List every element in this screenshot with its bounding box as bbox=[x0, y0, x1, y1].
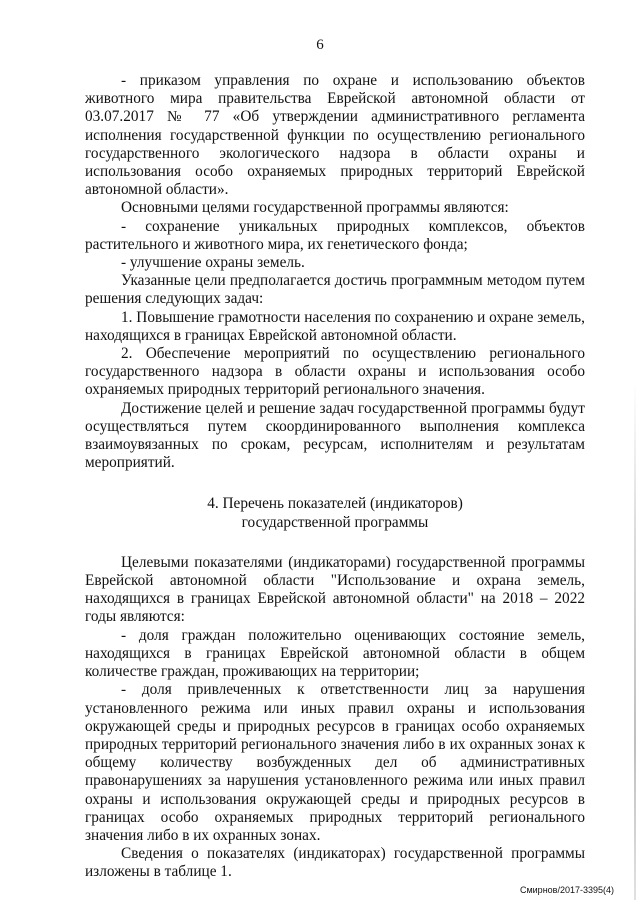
section-heading-line-1: 4. Перечень показателей (индикаторов) bbox=[207, 495, 463, 513]
page-number: 6 bbox=[316, 37, 324, 53]
paragraph-table-reference: Сведения о показателях (индикаторах) государственной программы изложены в таблице 1. bbox=[85, 845, 585, 881]
paragraph-task-2: 2. Обеспечение мероприятий по осуществлению регионального государственного надзора в области охраны и использования особо охраняемых природных территорий регионального значения. bbox=[85, 345, 585, 399]
paragraph-task-1: 1. Повышение грамотности населения по сохранению и охране земель, находящихся в границах Еврейской автономной области. bbox=[85, 308, 585, 344]
section-heading bbox=[85, 495, 585, 531]
paragraph-indicators-intro: Целевыми показателями (индикаторами) государственной программы Еврейской автономной области "Использование и охрана земель, находящихся в границах Еврейской автономной области" на 2018 – 2022 годы являются: bbox=[85, 553, 585, 626]
paragraph-indicator-citizens: - доля граждан положительно оценивающих состояние земель, находящихся в границах Еврейской автономной области в общем количестве граждан, проживающих на территории; bbox=[85, 626, 585, 681]
paragraph-achievement: Достижение целей и решение задач государственной программы будут осуществляться путем скоординированного выполнения комплекса взаимоувязанных по срокам, ресурсам, исполнителям и результатам мероприятий. bbox=[85, 399, 585, 472]
paragraph-goals-intro: Основными целями государственной программы являются: bbox=[121, 199, 509, 217]
paragraph-goal-land-protection: - улучшение охраны земель. bbox=[121, 254, 305, 272]
paragraph-indicator-violations: - доля привлеченных к ответственности лиц за нарушения установленного режима или иных правил охраны и использования окружающей среды и природных ресурсов в границах особо охраняемых природных территорий регионального значения либо в их охранных зонах к общему количеству возбужденных дел об административных правонарушениях за нарушения установленного режима или иных правил охраны и использования окружающей среды и природных ресурсов в границах особо охраняемых природных территорий регионального значения либо в их охранных зонах. bbox=[85, 681, 585, 844]
document-body bbox=[85, 72, 585, 882]
footer-reference: Смирнов/2017-3395(4) bbox=[519, 885, 614, 895]
section-heading-line-2: государственной программы bbox=[241, 513, 429, 531]
paragraph-tasks-intro: Указанные цели предполагается достичь программным методом путем решения следующих задач: bbox=[85, 272, 585, 308]
paragraph-order-reference: - приказом управления по охране и использованию объектов животного мира правительства Еврейской автономной области от 03.07.2017 № 77 «Об утверждении административного регламента исполнения государственной функции по осуществлению регионального государственного экологического надзора в области охраны и использования особо охраняемых природных территорий Еврейской автономной области». bbox=[85, 72, 585, 199]
scan-edge-shadow bbox=[634, 380, 636, 900]
paragraph-goal-preservation: - сохранение уникальных природных комплексов, объектов растительного и животного мира, их генетического фонда; bbox=[85, 217, 585, 253]
